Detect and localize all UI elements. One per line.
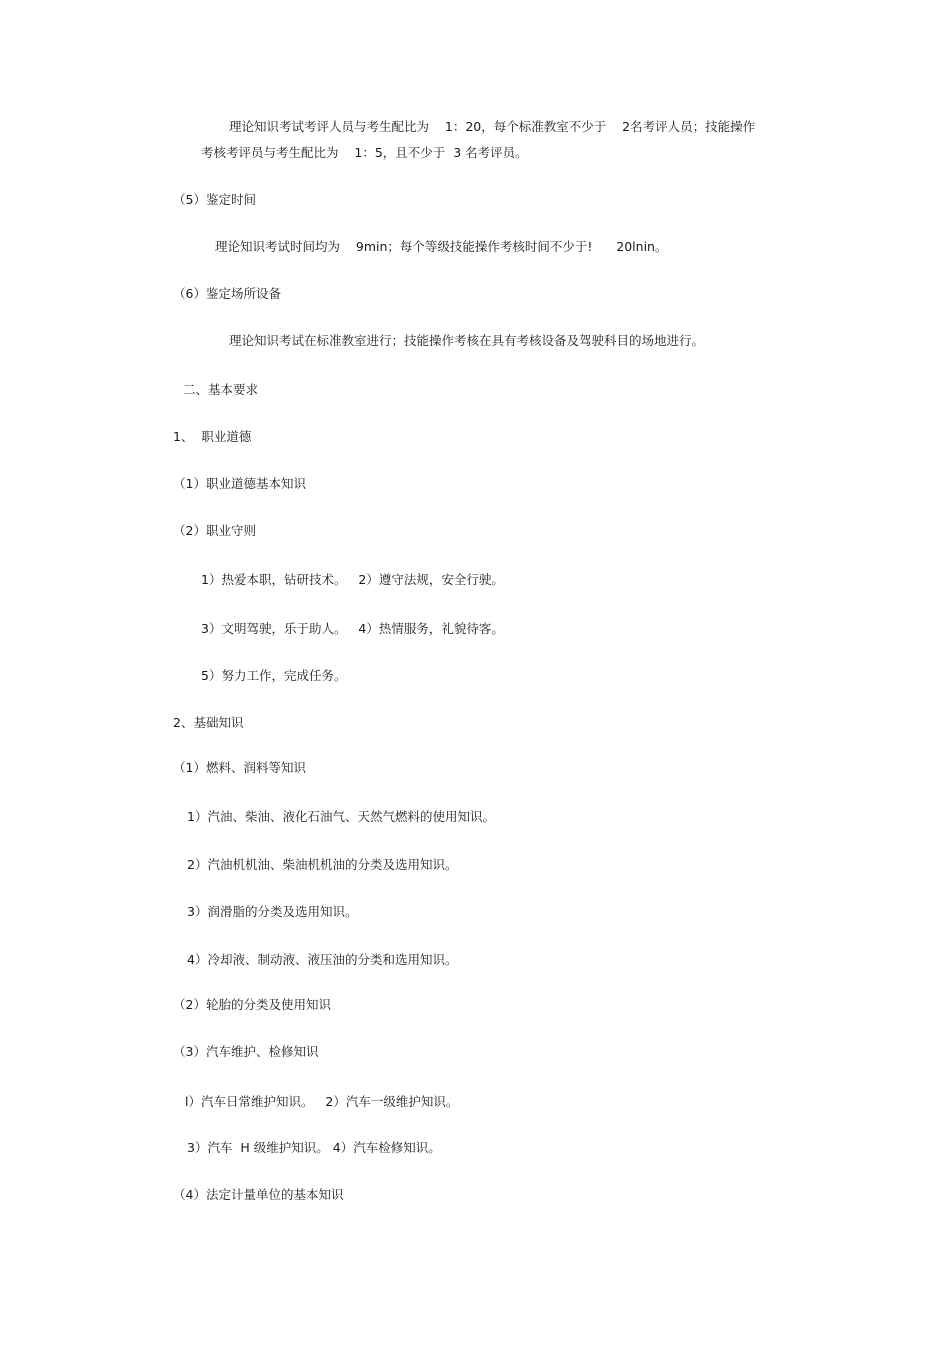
list-item: 3）汽车 H 级维护知识。 4）汽车检修知识。	[187, 1140, 441, 1155]
section-heading: 二、基本要求	[183, 382, 259, 397]
list-item: 3）润滑脂的分类及选用知识。	[187, 904, 358, 919]
text-line: 理论知识考试时间均为 9min；每个等级技能操作考核时间不少于! 20lnin。	[215, 239, 668, 254]
list-item: 1）汽油、柴油、液化石油气、天然气燃料的使用知识。	[187, 809, 495, 824]
section-heading: 1、 职业道德	[173, 429, 252, 444]
subsection-heading: （4）法定计量单位的基本知识	[173, 1187, 344, 1202]
list-item: 5）努力工作，完成任务。	[201, 668, 347, 683]
section-heading: （5）鉴定时间	[173, 192, 256, 207]
text-line: 理论知识考试考评人员与考生配比为 1：20，每个标准教室不少于 2名考评人员；技能操作	[229, 119, 756, 134]
list-item: 2）汽油机机油、柴油机机油的分类及选用知识。	[187, 857, 458, 872]
list-item: 3）文明驾驶，乐于助人。 4）热情服务，礼貌待客。	[201, 621, 504, 636]
text-line: 考核考评员与考生配比为 1：5，且不少于 3 名考评员。	[201, 145, 528, 160]
list-item: 4）冷却液、制动液、液压油的分类和选用知识。	[187, 952, 458, 967]
subsection-heading: （3）汽车维护、检修知识	[173, 1044, 319, 1059]
section-heading: （6）鉴定场所设备	[173, 286, 281, 301]
list-item: 1）热爱本职，钻研技术。 2）遵守法规，安全行驶。	[201, 572, 504, 587]
text-line: 理论知识考试在标准教室进行；技能操作考核在具有考核设备及驾驶科目的场地进行。	[229, 333, 705, 348]
list-item: l）汽车日常维护知识。 2）汽车一级维护知识。	[185, 1094, 459, 1109]
subsection-heading: （1）燃料、润料等知识	[173, 760, 306, 775]
subsection-heading: （2）职业守则	[173, 523, 256, 538]
section-heading: 2、基础知识	[173, 715, 244, 730]
subsection-heading: （2）轮胎的分类及使用知识	[173, 997, 331, 1012]
subsection-heading: （1）职业道德基本知识	[173, 476, 306, 491]
